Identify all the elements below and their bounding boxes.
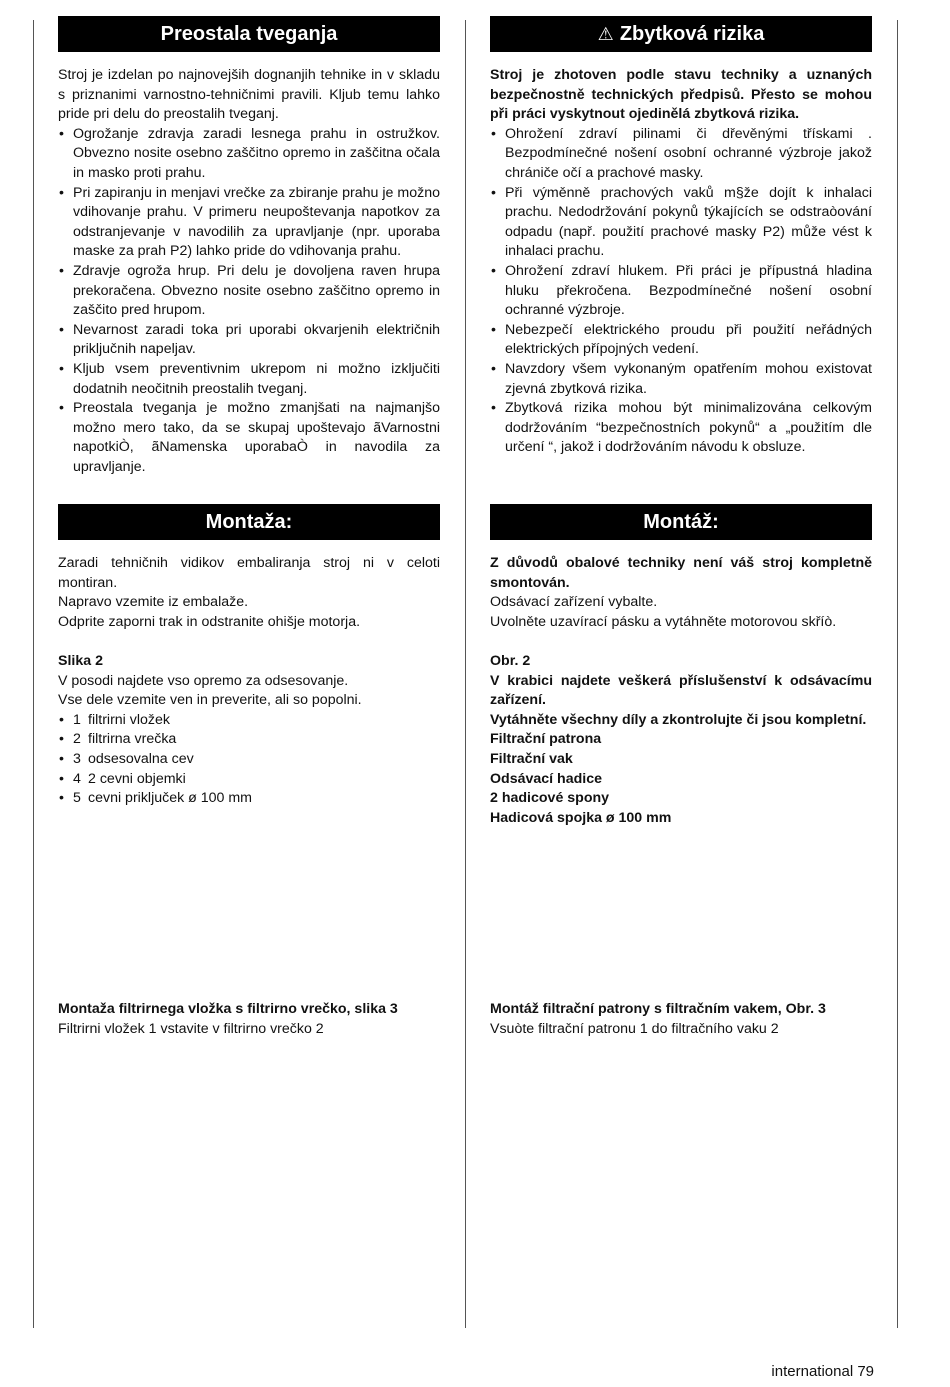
list-item: • Pri zapiranju in menjavi vrečke za zbiranje prahu je možno vdihovanje prahu. V primeru neupoštevanja napotkov za odstranjevanje v navodilih za upravljanje (npr. uporaba maske za prah P2) lahko pride do vdihovanja prahu. [58,184,440,262]
left-parts-list [58,711,440,809]
right-part-item: Filtrační vak [490,750,573,767]
list-item: • 3 odsesovalna cev [58,750,440,770]
left-residual-heading: Preostala tveganja [58,16,440,52]
right-filter-section [490,1000,872,1039]
list-item: • Kljub vsem preventivnim ukrepom ni možno izključiti dodatnih neočitnih preostalih tveganj. [58,360,440,399]
left-assembly-intro: Zaradi tehničnih vidikov embaliranja stroj ni v celoti montiran. [58,555,440,591]
left-figure-line1: V posodi najdete vso opremo za odsesovanje. [58,672,349,689]
list-item: • Zbytková rizika mohou být minimalizována celkovým dodržováním “bezpečnostních pokynů“ a „použitím dle určení “, jakož i dodržováním návodu k obsluze. [490,399,872,458]
left-residual-intro: Stroj je izdelan po najnovejših dognanjih tehnike in v skladu s priznanimi varnostno-tehničnimi pravili. Kljub temu lahko pride pri delu do preostalih tveganj. [58,67,440,123]
right-filter-heading: Montáž filtrační patrony s filtračním vakem, Obr. 3 [490,1001,826,1017]
right-assembly-heading: Montáž: [490,504,872,540]
left-assembly-section [58,504,440,809]
right-figure-label: Obr. 2 [490,652,531,669]
list-item: • Preostala tveganja je možno zmanjšati na najmanjšo možno mero tako, da se skupaj upoštevajo ãVarnostni napotkiÒ, ãNamenska uporabaÒ in navodila za upravljanje. [58,399,440,477]
list-item: • Navzdory všem vykonaným opatřením mohou existovat zjevná zbytková rizika. [490,360,872,399]
right-residual-heading [490,16,872,52]
list-item: • Zdravje ogroža hrup. Pri delu je dovoljena raven hrupa prekoračena. Obvezno nosite osebno zaščitno opremo in zaščito pred hrupom. [58,262,440,321]
left-assembly-line1: Napravo vzemite iz embalaže. [58,594,249,611]
right-assembly-section [490,504,872,828]
warning-triangle-icon: ⚠ [597,24,614,44]
list-item: • Ohrožení zdraví pilinami či dřevěnými třískami . Bezpodmínečné nošení osobní ochranné výzbroje jakož chrániče očí a prachové masky. [490,125,872,184]
left-residual-section [58,16,440,477]
left-residual-list [58,125,440,478]
list-item: • 4 2 cevni objemki [58,770,440,790]
right-filter-text: Vsuòte filtrační patronu 1 do filtračního vaku 2 [490,1020,779,1037]
right-assembly-line1: Odsávací zařízení vybalte. [490,594,658,611]
center-column-rule [465,20,466,1328]
right-residual-intro: Stroj je zhotoven podle stavu techniky a uznaných bezpečnostně technických předpisů. Přesto se mohou při práci vyskytnout ojedinělá zbytková rizika. [490,67,872,123]
right-assembly-line2: Uvolněte uzavírací pásku a vytáhněte motorovou skříò. [490,613,837,630]
left-figure-label: Slika 2 [58,652,103,669]
left-margin-rule [33,20,34,1328]
right-residual-section [490,16,872,458]
right-figure-line2: Vytáhněte všechny díly a zkontrolujte či jsou kompletní. [490,711,867,728]
list-item: • 5 cevni priključek ø 100 mm [58,789,440,809]
left-figure-line2: Vse dele vzemite ven in preverite, ali so popolni. [58,692,362,709]
right-part-item: Hadicová spojka ø 100 mm [490,809,672,826]
right-margin-rule [897,20,898,1328]
left-filter-text: Filtrirni vložek 1 vstavite v filtrirno vrečko 2 [58,1020,324,1037]
list-item: • Při výměnně prachových vaků m§že dojít k inhalaci prachu. Nedodržování pokynů týkajících se odstraòování odpadu (např. použití prachové masky P2) může vést k inhalaci prachu. [490,184,872,262]
list-item: • 2 filtrirna vrečka [58,730,440,750]
left-filter-section [58,1000,440,1039]
right-part-item: 2 hadicové spony [490,790,610,807]
right-figure-line1: V krabici najdete veškerá příslušenství k odsávacímu zařízení. [490,672,872,709]
left-assembly-heading: Montaža: [58,504,440,540]
right-residual-list [490,125,872,458]
list-item: • Ohrožení zdraví hlukem. Při práci je přípustná hladina hluku překročena. Bezpodmínečné nošení osobní ochranné výzbroje. [490,262,872,321]
right-assembly-intro: Z důvodů obalové techniky není váš stroj kompletně smontován. [490,555,872,591]
list-item: • Nevarnost zaradi toka pri uporabi okvarjenih električnih priključnih napeljav. [58,321,440,360]
right-part-item: Odsávací hadice [490,770,602,787]
left-assembly-line2: Odprite zaporni trak in odstranite ohišje motorja. [58,613,361,630]
right-part-item: Filtrační patrona [490,731,602,748]
list-item: • Ogrožanje zdravja zaradi lesnega prahu in ostružkov. Obvezno nosite osebno zaščitno opremo in zaščitna očala in masko proti prahu. [58,125,440,184]
right-residual-title: Zbytková rizika [619,23,765,45]
list-item: • 1 filtrirni vložek [58,711,440,731]
page-footer: international 79 [771,1363,874,1380]
left-filter-heading: Montaža filtrirnega vložka s filtrirno vrečko, slika 3 [58,1001,398,1017]
list-item: • Nebezpečí elektrického proudu při použití neřádných elektrických přípojných vedení. [490,321,872,360]
